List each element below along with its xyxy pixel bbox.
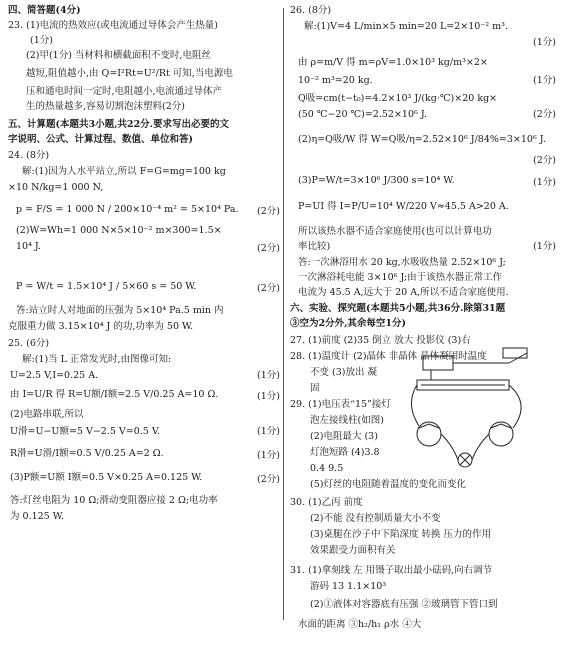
q26-line: 10⁻² m³=20 kg. bbox=[298, 75, 373, 86]
q24-line: 10⁴ J. bbox=[16, 241, 42, 252]
battery-box bbox=[423, 356, 453, 370]
q28-line: 不变 (3)放出 凝 bbox=[310, 367, 377, 378]
q23-line: 越短,阻值越小,由 Q=I²Rt=U²/Rt 可知,当电源电 bbox=[26, 68, 233, 79]
q31-line: 游码 13 1.1×10³ bbox=[310, 581, 387, 592]
q31-line: (2)①液体对容器底有压强 ②玻璃管下管口到 bbox=[310, 599, 498, 610]
q26-score: (1分) bbox=[533, 75, 556, 86]
q24-line: P = W/t = 1.5×10⁴ J / 5×60 s = 50 W. bbox=[16, 281, 197, 292]
q23-line: 23. (1)电流的热效应(或电流通过导体会产生热量) bbox=[8, 20, 218, 31]
q26-line: 答:一次淋浴用水 20 kg,水吸收热量 2.52×10⁶ J; bbox=[298, 257, 506, 268]
column-divider bbox=[283, 8, 284, 620]
q25-line: 25. (6分) bbox=[8, 338, 50, 349]
q26-score: (2分) bbox=[533, 109, 556, 120]
q26-score: (1分) bbox=[533, 241, 556, 252]
q24-score: (2分) bbox=[257, 206, 280, 217]
q26-score: (2分) bbox=[533, 155, 556, 166]
q26-line: (50 ℃−20 ℃)=2.52×10⁶ J. bbox=[298, 109, 427, 120]
q31-line: 31. (1)拿刻线 左 用镊子取出最小砝码,向右调节 bbox=[290, 565, 493, 576]
q25-score: (1分) bbox=[257, 450, 280, 461]
section-5-heading: 五、计算题(本题共3小题,共22分.要求写出必要的文 bbox=[8, 119, 229, 130]
voltmeter bbox=[417, 422, 441, 446]
q26-score: (1分) bbox=[533, 37, 556, 48]
q25-line: (3)P额=U额 I额=0.5 V×0.25 A=0.125 W. bbox=[10, 472, 203, 483]
q26-line: 所以该热水器不适合家庭使用(也可以计算电功 bbox=[298, 226, 492, 237]
q29-line: (5)灯丝的电阻随着温度的变化而变化 bbox=[310, 479, 466, 490]
q30-line: 效果跟受力面积有关 bbox=[310, 545, 396, 556]
q29-line: 泡左接线柱(如图) bbox=[310, 415, 384, 426]
q23-line: (1分) bbox=[30, 35, 53, 46]
q24-score: (2分) bbox=[257, 283, 280, 294]
section-6-heading: ③空为2分外,其余每空1分) bbox=[290, 318, 407, 329]
q26-score: (1分) bbox=[533, 177, 556, 188]
q24-line: 24. (8分) bbox=[8, 150, 50, 161]
q30-line: (2)不能 没有控制质量大小不变 bbox=[310, 513, 441, 524]
q28-line: 28. (1)温度计 (2)晶体 非晶体 晶体凝固时温度 bbox=[290, 351, 487, 362]
q31-line: 水面的距离 ③h₂/h₁ ρ水 ④大 bbox=[298, 619, 422, 630]
q26-line: 解:(1)V=4 L/min×5 min=20 L=2×10⁻² m³. bbox=[304, 21, 509, 32]
q28-line: 固 bbox=[310, 383, 320, 394]
q25-line: U滑=U−U额=5 V−2.5 V=0.5 V. bbox=[10, 426, 161, 437]
section-5-heading: 字说明、公式、计算过程、数值、单位和答) bbox=[8, 134, 193, 145]
q24-line: ×10 N/kg=1 000 N, bbox=[8, 182, 104, 193]
q25-score: (1分) bbox=[257, 391, 280, 402]
q23-line: 压和通电时间一定时,电阻越小,电流通过导体产 bbox=[26, 86, 223, 97]
q25-line: 解:(1)当 L 正常发光时,由图像可知: bbox=[22, 354, 172, 365]
q23-line: 生的热量越多,容易切割泡沫塑料(2分) bbox=[26, 101, 185, 112]
q27-line: 27. (1)前度 (2)35 倒立 放大 投影仪 (3)右 bbox=[290, 335, 471, 346]
q26-line: 率比较) bbox=[298, 241, 331, 252]
q26-line: P=UI 得 I=P/U=10⁴ W/220 V≈45.5 A>20 A. bbox=[298, 201, 509, 212]
q26-line: 26. (8分) bbox=[290, 5, 332, 16]
q25-line: (2)电路串联,所以 bbox=[10, 409, 84, 420]
section-4-heading: 四、简答题(4分) bbox=[8, 5, 81, 16]
q30-line: (3)桌腿在沙子中下陷深度 转换 压力的作用 bbox=[310, 529, 491, 540]
section-6-heading: 六、实验、探究题(本题共5小题,共36分.除第31题 bbox=[290, 303, 506, 314]
q29-line: 灯泡短路 (4)3.8 bbox=[310, 447, 380, 458]
q25-score: (2分) bbox=[257, 474, 280, 485]
q25-score: (1分) bbox=[257, 426, 280, 437]
q24-line: 解:(1)因为人水平站立,所以 F=G=mg=100 kg bbox=[22, 166, 226, 177]
q26-line: 电流为 45.5 A,远大于 20 A,所以不适合家庭使用. bbox=[298, 287, 509, 298]
q25-line: 由 I=U/R 得 R=U额/I额=2.5 V/0.25 A=10 Ω. bbox=[10, 389, 219, 400]
q26-line: (3)P=W/t=3×10⁶ J/300 s=10⁴ W. bbox=[298, 175, 455, 186]
q29-line: 29. (1)电压表“15”接灯 bbox=[290, 399, 391, 410]
circuit-diagram bbox=[405, 342, 545, 478]
q29-line: 0.4 9.5 bbox=[310, 463, 344, 474]
q30-line: 30. (1)乙丙 前度 bbox=[290, 497, 363, 508]
q26-line: 由 ρ=m/V 得 m=ρV=1.0×10³ kg/m³×2× bbox=[298, 57, 488, 68]
q24-line: 答:站立时人对地面的压强为 5×10⁴ Pa.5 min 内 bbox=[16, 305, 224, 316]
q25-line: 为 0.125 W. bbox=[10, 511, 64, 522]
q24-line: (2)W=Wh=1 000 N×5×10⁻² m×300=1.5× bbox=[16, 225, 222, 236]
q23-line: (2)甲(1分) 当材料和横截面积不变时,电阻丝 bbox=[26, 50, 211, 61]
q25-line: R滑=U滑/I额=0.5 V/0.25 A=2 Ω. bbox=[10, 448, 164, 459]
ammeter bbox=[489, 422, 513, 446]
q26-line: (2)η=Q吸/W 得 W=Q吸/η=2.52×10⁶ J/84%=3×10⁶ J. bbox=[298, 134, 546, 145]
q29-line: (2)电阻最大 (3) bbox=[310, 431, 378, 442]
q24-line: 克服重力做 3.15×10⁴ J 的功,功率为 50 W. bbox=[8, 321, 194, 332]
q25-line: U=2.5 V,I=0.25 A. bbox=[10, 370, 99, 381]
q26-line: Q吸=cm(t−t₀)=4.2×10³ J/(kg·℃)×20 kg× bbox=[298, 93, 498, 104]
q24-line: p = F/S = 1 000 N / 200×10⁻⁴ m² = 5×10⁴ Pa. bbox=[16, 204, 239, 215]
q25-score: (1分) bbox=[257, 370, 280, 381]
q26-line: 一次淋浴耗电能 3×10⁶ J;由于该热水器正常工作 bbox=[298, 272, 503, 283]
q24-score: (2分) bbox=[257, 243, 280, 254]
q25-line: 答:灯丝电阻为 10 Ω;滑动变阻器应接 2 Ω;电功率 bbox=[10, 495, 218, 506]
